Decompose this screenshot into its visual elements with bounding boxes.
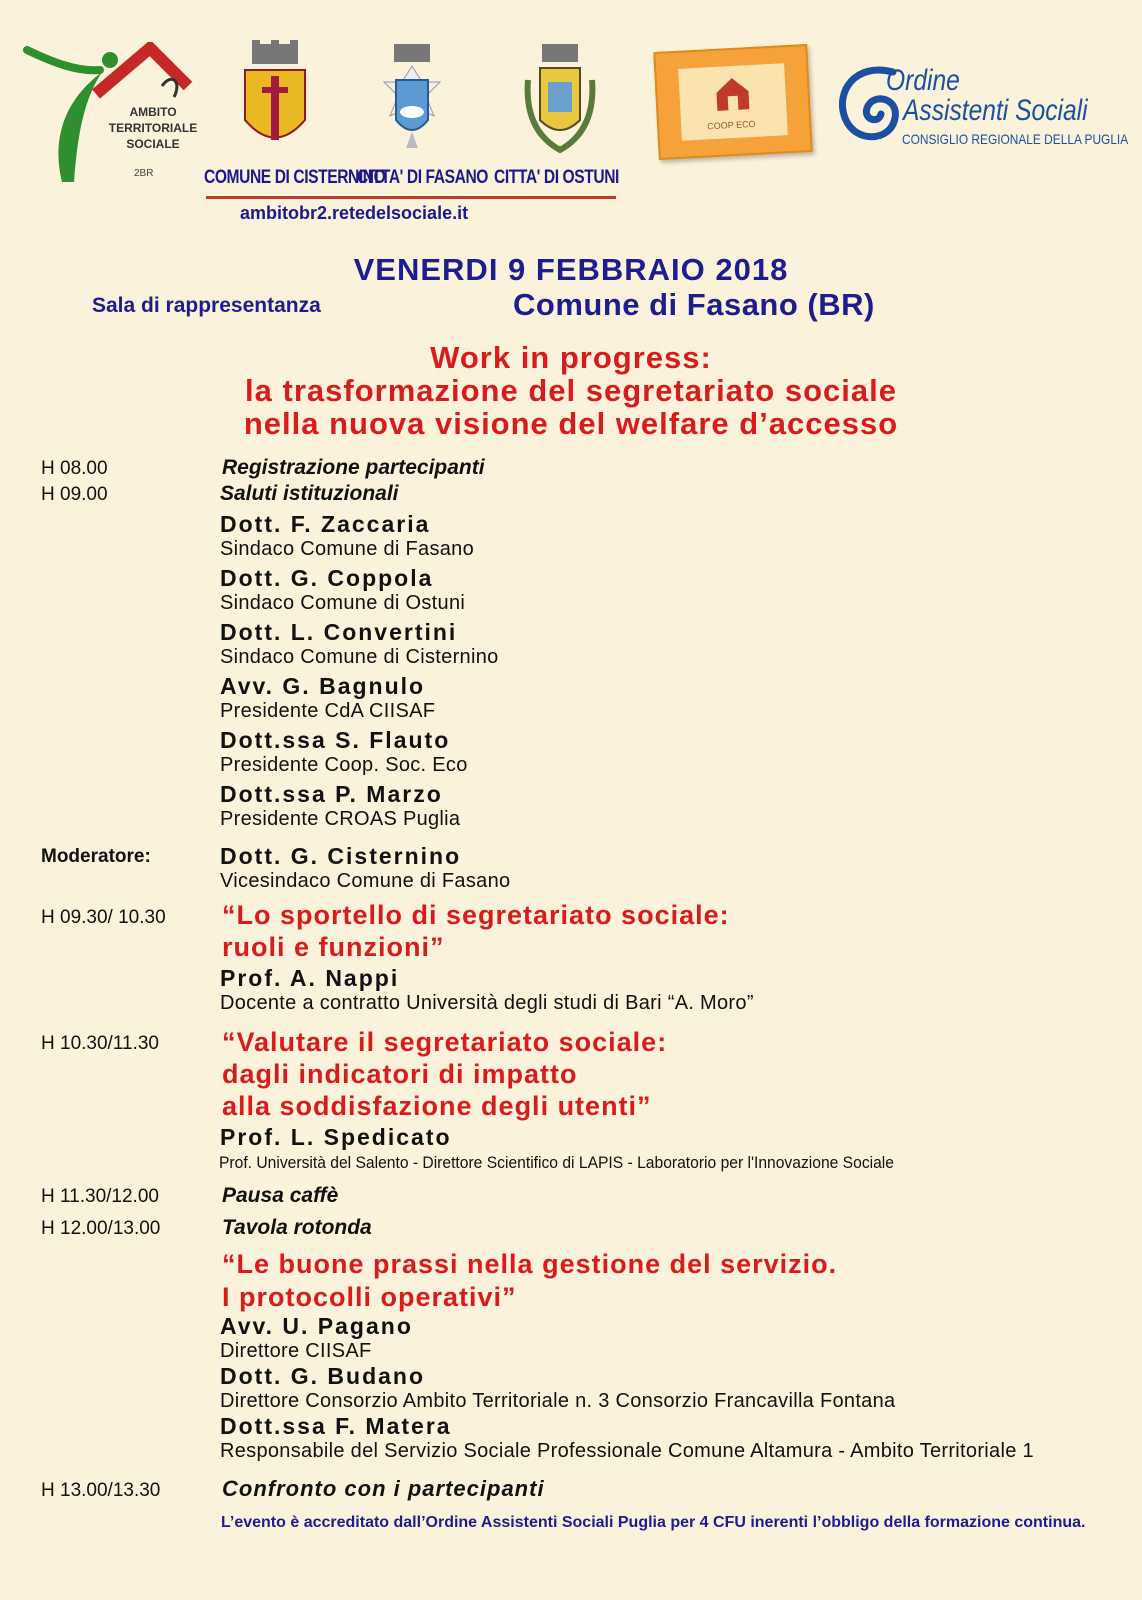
ambito-line2: TERRITORIALE (108, 121, 198, 135)
town-label-ostuni: CITTA' DI OSTUNI (494, 167, 619, 188)
panel-role: Direttore CIISAF (220, 1340, 372, 1362)
item-discussion: Confronto con i partecipanti (222, 1476, 545, 1501)
cisternino-crest-icon (240, 40, 310, 155)
ostuni-crest-icon (520, 40, 600, 160)
item-coffee-break: Pausa caffè (222, 1184, 339, 1207)
venue-label: Sala di rappresentanza (92, 294, 321, 317)
moderator-name: Dott. G. Cisternino (220, 843, 462, 869)
venue-place: Comune di Fasano (BR) (513, 287, 875, 322)
header-divider (206, 196, 616, 199)
speaker-role: Sindaco Comune di Ostuni (220, 592, 466, 614)
speaker-role: Sindaco Comune di Cisternino (220, 646, 499, 668)
title-line-3: nella nuova visione del welfare d’accesso (243, 406, 899, 441)
town-label-fasano: CITTA' DI FASANO (357, 167, 489, 188)
talk1-line2: ruoli e funzioni” (222, 932, 445, 962)
ordine-line2: Assistenti Sociali (903, 94, 1088, 127)
talk1-speaker: Prof. A. Nappi (220, 965, 400, 991)
panel-role: Direttore Consorzio Ambito Territoriale n. 3 Consorzio Francavilla Fontana (220, 1390, 896, 1412)
talk2-line3: alla soddisfazione degli utenti” (222, 1091, 652, 1121)
talk3-line2: I protocolli operativi” (222, 1282, 517, 1312)
speaker-name: Dott.ssa S. Flauto (220, 727, 451, 753)
ambito-code: 2BR (134, 168, 154, 179)
panel-name: Avv. U. Pagano (220, 1313, 413, 1339)
speaker-role: Presidente Coop. Soc. Eco (220, 754, 468, 776)
panel-name: Dott.ssa F. Matera (220, 1413, 452, 1439)
coop-label: COOP ECO (706, 118, 756, 132)
fasano-crest-icon (372, 40, 452, 160)
house-icon (712, 73, 754, 113)
item-round-table: Tavola rotonda (222, 1216, 372, 1239)
coop-eco-logo (653, 44, 812, 160)
talk2-line2: dagli indicatori di impatto (222, 1059, 578, 1089)
speaker-role: Presidente CROAS Puglia (220, 808, 461, 830)
moderator-label: Moderatore: (41, 846, 151, 867)
talk1-role: Docente a contratto Università degli studi di Bari “A. Moro” (220, 992, 754, 1014)
panel-name: Dott. G. Budano (220, 1363, 426, 1389)
talk2-role: Prof. Università del Salento - Direttore Scientifico di LAPIS - Laboratorio per l'Innovazione Sociale (219, 1153, 894, 1172)
time-1030: H 10.30/11.30 (41, 1033, 159, 1054)
item-greetings: Saluti istituzionali (220, 482, 399, 505)
time-0930: H 09.30/ 10.30 (41, 907, 166, 928)
time-0800: H 08.00 (41, 458, 108, 479)
speaker-name: Dott. F. Zaccaria (220, 511, 431, 537)
time-1200: H 12.00/13.00 (41, 1218, 161, 1239)
talk1-line1: “Lo sportello di segretariato sociale: (222, 900, 730, 930)
title-line-2: la trasformazione del segretariato sociale (245, 373, 897, 408)
ordine-line1: Ordine (886, 64, 960, 97)
ordine-line3: CONSIGLIO REGIONALE DELLA PUGLIA (902, 131, 1129, 147)
talk3-line1: “Le buone prassi nella gestione del servizio. (222, 1249, 838, 1279)
time-1300: H 13.00/13.30 (41, 1480, 161, 1501)
town-label-cisternino: COMUNE DI CISTERNINO (204, 167, 386, 188)
talk2-speaker: Prof. L. Spedicato (220, 1124, 452, 1150)
title-line-1: Work in progress: (430, 340, 712, 375)
speaker-role: Sindaco Comune di Fasano (220, 538, 475, 560)
panel-role: Responsabile del Servizio Sociale Professionale Comune Altamura - Ambito Territoriale 1 (220, 1440, 1034, 1462)
speaker-name: Dott.ssa P. Marzo (220, 781, 443, 807)
event-date: VENERDI 9 FEBBRAIO 2018 (353, 252, 789, 287)
time-0900: H 09.00 (41, 484, 108, 505)
speaker-name: Dott. L. Convertini (220, 619, 458, 645)
moderator-role: Vicesindaco Comune di Fasano (220, 870, 511, 892)
time-1130: H 11.30/12.00 (41, 1186, 159, 1207)
ambito-line3: SOCIALE (126, 137, 180, 151)
website-link[interactable]: ambitobr2.retedelsociale.it (240, 203, 469, 223)
logos-header (0, 0, 1142, 240)
ambito-line1: AMBITO (129, 105, 177, 119)
speaker-name: Avv. G. Bagnulo (220, 673, 426, 699)
speaker-name: Dott. G. Coppola (220, 565, 434, 591)
talk2-line1: “Valutare il segretariato sociale: (222, 1027, 668, 1057)
item-registration: Registrazione partecipanti (222, 456, 485, 479)
speaker-role: Presidente CdA CIISAF (220, 700, 436, 722)
accreditation-note: L’evento è accreditato dall’Ordine Assistenti Sociali Puglia per 4 CFU inerenti l’obbligo della formazione continua. (221, 1514, 1086, 1531)
